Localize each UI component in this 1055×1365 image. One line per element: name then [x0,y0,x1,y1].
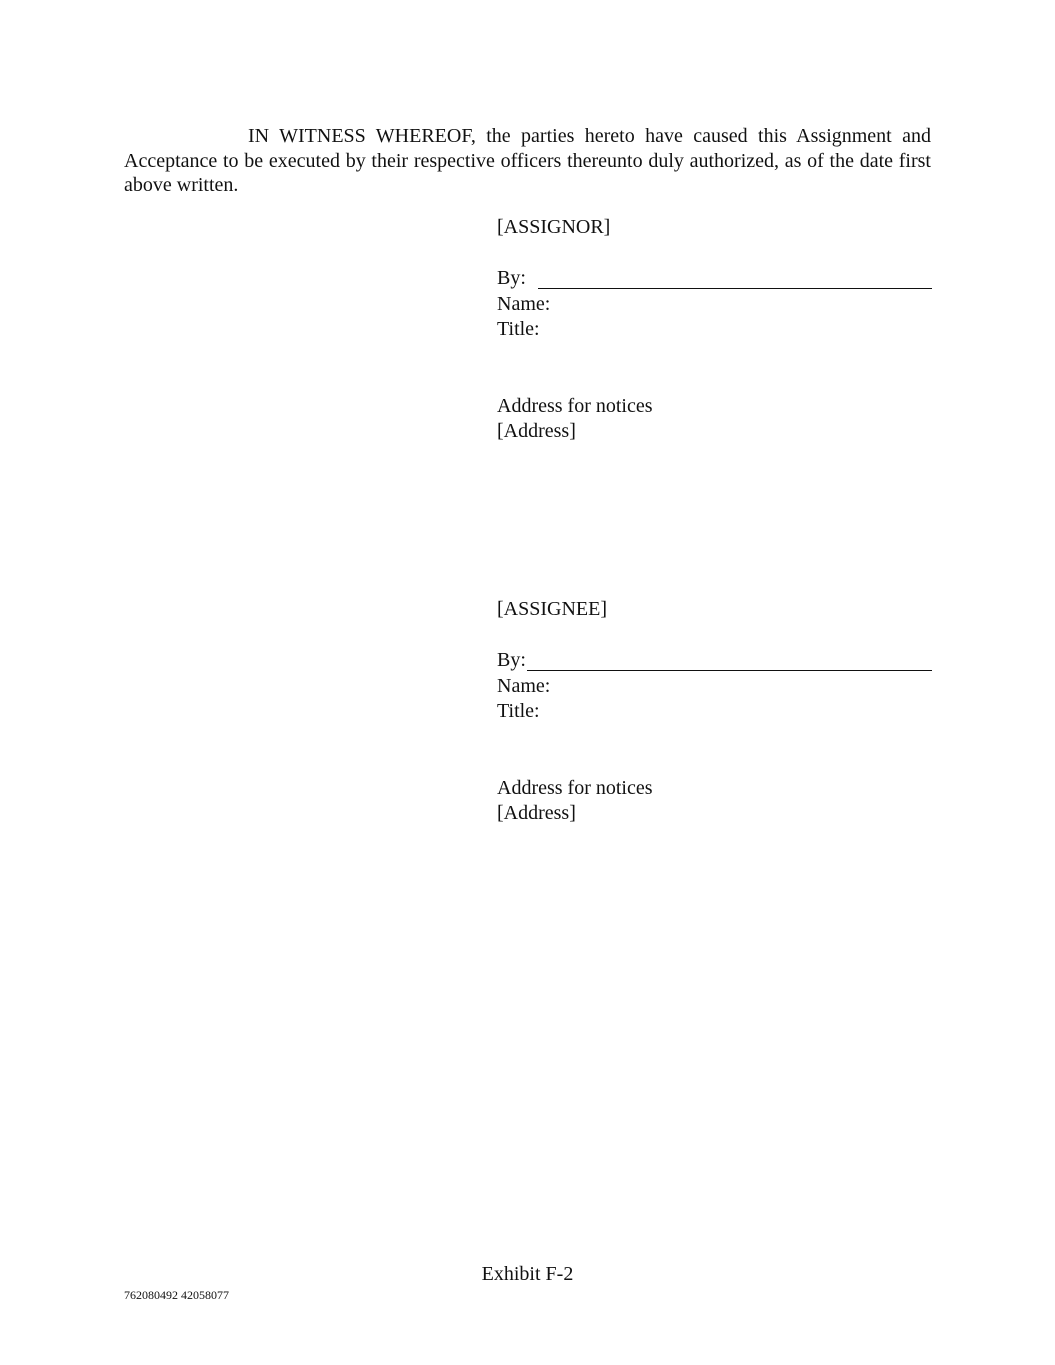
spacer [497,368,937,394]
assignee-signature-rule [527,652,932,671]
assignor-address: [Address] [497,420,576,442]
assignor-title-label: Title: [497,318,540,340]
spacer [497,725,937,751]
assignee-party-label: [ASSIGNEE] [497,598,607,620]
witness-clause: IN WITNESS WHEREOF, the parties hereto have caused this Assignment and Acceptance to be executed by their respective officers thereunto duly authorized, as of the date first above written. [124,125,931,196]
assignee-name-label: Name: [497,674,551,697]
spacer [497,343,937,369]
document-id: 762080492 42058077 [124,1288,229,1302]
assignor-signature-rule [538,270,932,289]
exhibit-footer: Exhibit F-2 [481,1263,574,1285]
assignee-title-label: Title: [497,700,540,722]
assignor-by-line [497,266,937,292]
assignee-address-heading: Address for notices [497,776,653,799]
assignor-by-label: By: [497,267,526,289]
assignor-signature-block [497,215,937,445]
assignee-address: [Address] [497,802,576,824]
assignee-by-label: By: [497,649,526,671]
assignee-by-line [497,648,937,674]
assignor-address-heading: Address for notices [497,394,653,417]
assignor-party-label: [ASSIGNOR] [497,216,611,238]
assignor-name-label: Name: [497,292,551,315]
spacer [497,750,937,776]
assignee-signature-block [497,597,937,827]
spacer [497,623,937,649]
spacer [497,241,937,267]
